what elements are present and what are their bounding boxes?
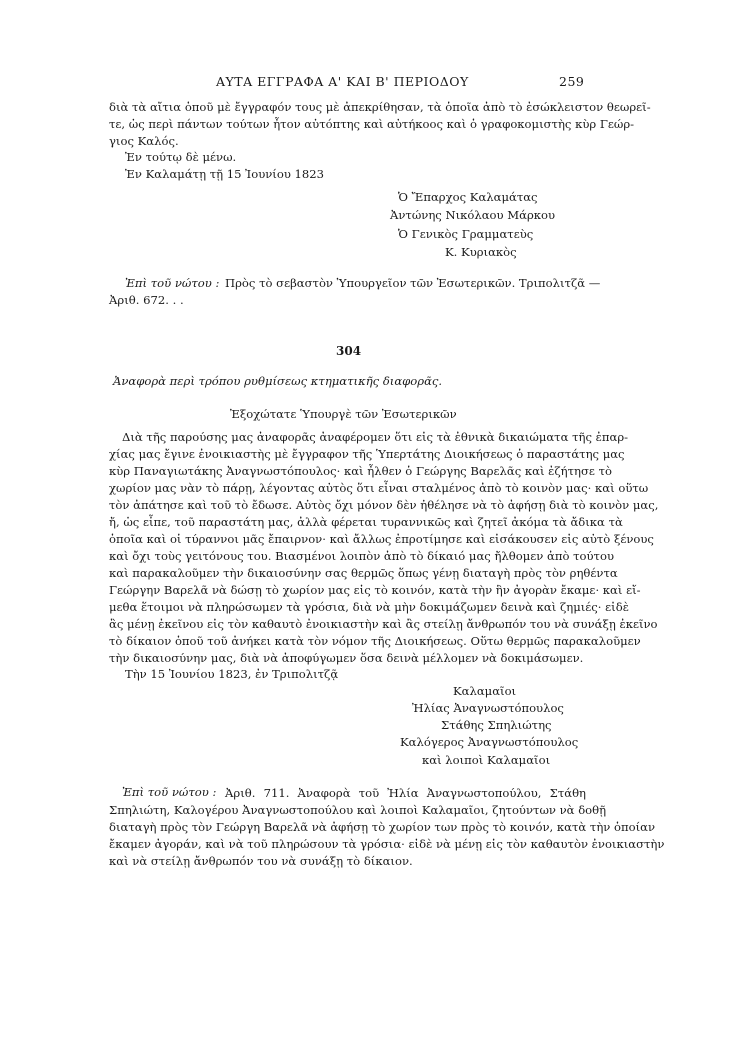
- signature-line: Κ. Κυριακὸς: [445, 245, 517, 259]
- date-line: Τὴν 15 Ἰουνίου 1823, ἐν Τριπολιτζᾷ: [125, 667, 339, 681]
- endorsement-text: Ἀριθ. 711. Ἀναφορὰ τοῦ Ἠλία Ἀναγνωστοπούλου, Στάθη: [225, 786, 586, 800]
- signature-line: Καλαμαῖοι: [453, 684, 517, 698]
- page-number: 259: [559, 74, 585, 89]
- endorsement-text: Πρὸς τὸ σεβαστὸν Ὑπουργεῖον τῶν Ἐσωτερικῶν. Τριπολιτζᾶ —: [225, 276, 601, 290]
- signature-line: Ὁ Ἔπαρχος Καλαμάτας: [398, 190, 538, 204]
- paragraph-line: τὸν ἀπάτησε καὶ τοῦ τὸ ἔδωσε. Αὐτὸς ὄχι μόνον δὲν ἠθέλησε νὰ τὸ ἀφήσῃ διὰ τὸ κοινὸν μας,: [109, 498, 659, 512]
- paragraph-line: κὺρ Παναγιωτάκης Ἀναγνωστόπουλος· καὶ ἦλθεν ὁ Γεώργης Βαρελᾶς καὶ ἐζήτησε τὸ: [109, 464, 612, 478]
- document-number: 304: [336, 344, 362, 358]
- place-date-line: Ἐν Καλαμάτῃ τῇ 15 Ἰουνίου 1823: [125, 167, 325, 181]
- signature-line: Στάθης Σπηλιώτης: [441, 718, 552, 732]
- paragraph-line: γιος Καλός.: [109, 134, 179, 148]
- document-title: Ἀναφορὰ περὶ τρόπου ρυθμίσεως κτηματικῆς διαφορᾶς.: [113, 374, 443, 388]
- running-title: ΑΥΤΑ ΕΓΓΡΑΦΑ Α' ΚΑΙ Β' ΠΕΡΙΟΔΟΥ: [216, 74, 469, 89]
- signature-line: Καλόγερος Ἀναγνωστόπουλος: [400, 735, 579, 749]
- endorsement-text: Σπηλιώτη, Καλογέρου Ἀναγνωστοπούλου καὶ λοιποὶ Καλαμαῖοι, ζητούντων νὰ δοθῇ: [109, 803, 607, 817]
- paragraph-line: διὰ τὰ αἴτια ὁποῦ μὲ ἔγγραφόν τους μὲ ἀπεκρίθησαν, τὰ ὁποῖα ἀπὸ τὸ ἐσώκλειστον θεωρεῖ-: [109, 100, 651, 114]
- endorsement-text: καὶ νὰ στείλῃ ἄνθρωπόν του νὰ συνάξῃ τὸ δίκαιον.: [109, 854, 413, 868]
- endorsement-text: ἔκαμεν ἀγοράν, καὶ νὰ τοῦ πληρώσουν τὰ γρόσια· εἰδὲ νὰ μένῃ εἰς τὸν καθαυτὸν ἐνοικιαστὴν: [109, 837, 665, 851]
- closing-line: Ἐν τούτῳ δὲ μένω.: [125, 150, 237, 164]
- paragraph-line: Διὰ τῆς παρούσης μας ἀναφορᾶς ἀναφέρομεν ὅτι εἰς τὰ ἐθνικὰ δικαιώματα τῆς ἐπαρ-: [122, 430, 629, 444]
- paragraph-line: χίας μας ἔγινε ἐνοικιαστὴς μὲ ἔγγραφον τῆς Ὑπερτάτης Διοικήσεως ὁ παραστάτης μας: [109, 447, 625, 461]
- paragraph-line: τε, ὡς περὶ πάντων τούτων ἦτον αὐτόπτης καὶ αὐτήκοος καὶ ὁ γραφοκομιστὴς κὺρ Γεώρ-: [109, 117, 635, 131]
- paragraph-line: καὶ παρακαλοῦμεν τὴν δικαιοσύνην σας θερμῶς ὅπως γένῃ διαταγὴ πρὸς τὸν ρηθέντα: [109, 566, 618, 580]
- endorsement-text: διαταγὴ πρὸς τὸν Γεώργη Βαρελᾶ νὰ ἀφήσῃ τὸ χωρίον των πρὸς τὸ κοινόν, κατὰ τὴν ὁποίαν: [109, 820, 656, 834]
- paragraph-line: μεθα ἕτοιμοι νὰ πληρώσωμεν τὰ γρόσια, διὰ νὰ μὴν δοκιμάζωμεν δεινὰ καὶ ζημιές· εἰδὲ: [109, 600, 629, 614]
- paragraph-line: χωρίον μας νὰν τὸ πάρῃ, λέγοντας αὐτὸς ὅτι εἶναι σταλμένος ἀπὸ τὸ κοινὸν μας· καὶ οὕτω: [109, 481, 649, 495]
- paragraph-line: ἤ, ὡς εἶπε, τοῦ παραστάτη μας, ἀλλὰ φέρεται τυραννικῶς καὶ ζητεῖ ἀκόμα τὰ ἄδικα τὰ: [109, 515, 623, 529]
- paragraph-line: Γεώργην Βαρελᾶ νὰ δώσῃ τὸ χωρίον μας εἰς τὸ κοινόν, κατὰ τὴν ἣν ἀγορὰν ἔκαμε· καὶ εἴ-: [109, 583, 641, 597]
- paragraph-line: τὸ δίκαιον ὁποῦ τοῦ ἀνήκει κατὰ τὸν νόμον τῆς Διοικήσεως. Οὕτω θερμῶς παρακαλοῦμεν: [109, 634, 641, 648]
- paragraph-line: ἂς μένῃ ἐκεῖνου εἰς τὸν καθαυτὸ ἐνοικιαστὴν καὶ ἂς στείλῃ ἄνθρωπόν του νὰ συνάξῃ ἐκεῖνο: [109, 617, 658, 631]
- endorsement-text: Ἀριθ. 672. . .: [109, 293, 184, 307]
- endorsement-label: Ἐπὶ τοῦ νώτου :: [125, 276, 220, 290]
- signature-line: καὶ λοιποὶ Καλαμαῖοι: [422, 753, 551, 767]
- paragraph-line: τὴν δικαιοσύνην μας, διὰ νὰ ἀποφύγωμεν ὅσα δεινὰ μέλλομεν νὰ δοκιμάσωμεν.: [109, 651, 584, 665]
- endorsement-label: Ἐπὶ τοῦ νώτου :: [122, 785, 217, 799]
- paragraph-line: ὁποῖα καὶ οἱ τύραννοι μᾶς ἔπαιρνον· καὶ ἄλλως ἐπροτίμησε καὶ εἰσάκουσεν εἰς αὐτὸ ξένους: [109, 532, 654, 546]
- signature-line: Ὁ Γενικὸς Γραμματεὺς: [398, 227, 534, 241]
- paragraph-line: καὶ ὄχι τοὺς γειτόνους του. Βιασμένοι λοιπὸν ἀπὸ τὸ δίκαιό μας ἤλθομεν ἀπὸ τούτου: [109, 549, 614, 563]
- signature-line: Ἀντώνης Νικόλαου Μάρκου: [390, 208, 556, 222]
- salutation: Ἐξοχώτατε Ὑπουργὲ τῶν Ἐσωτερικῶν: [230, 407, 457, 421]
- signature-line: Ἠλίας Ἀναγνωστόπουλος: [412, 701, 564, 715]
